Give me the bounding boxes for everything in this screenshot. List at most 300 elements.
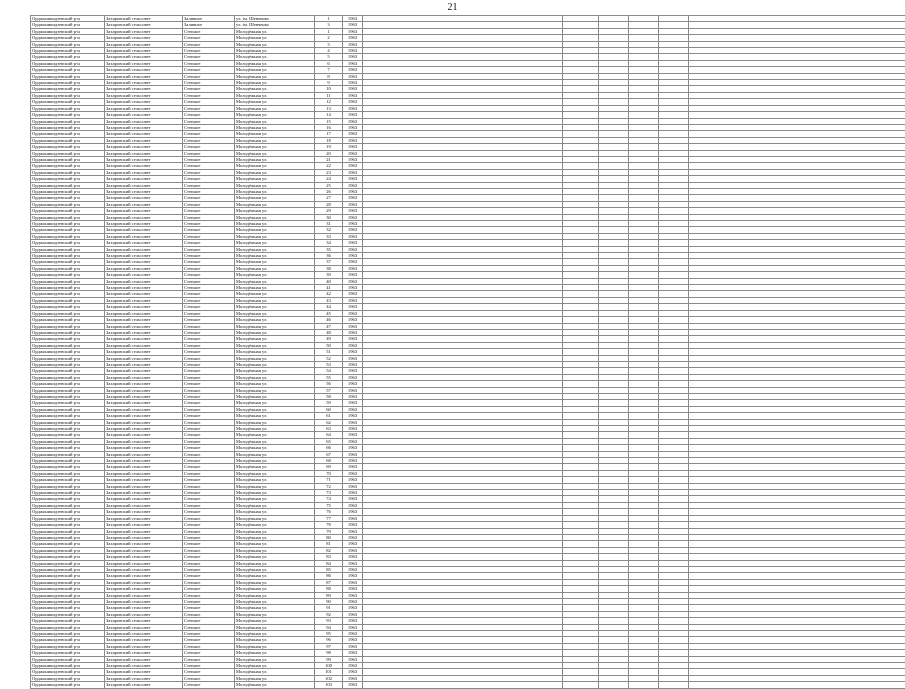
table-cell: Захаровский сельсовет (105, 618, 183, 624)
table-cell: 49 (315, 336, 343, 342)
table-cell: Захаровский сельсовет (105, 99, 183, 105)
table-cell: Орджоникидзевский р-н (31, 534, 105, 540)
table-cell: Захаровский сельсовет (105, 560, 183, 566)
table-cell: 1963 (343, 272, 363, 278)
table-cell: Захаровский сельсовет (105, 201, 183, 207)
table-cell: Орджоникидзевский р-н (31, 554, 105, 560)
table-cell: Степное (183, 48, 235, 54)
table-cell: 32 (315, 227, 343, 233)
table-cell: Орджоникидзевский р-н (31, 291, 105, 297)
table-cell: 68 (315, 458, 343, 464)
table-cell: Степное (183, 253, 235, 259)
table-cell: 71 (315, 477, 343, 483)
table-cell: Молодёжная ул. (235, 663, 315, 669)
table-cell: Молодёжная ул. (235, 528, 315, 534)
table-cell: Орджоникидзевский р-н (31, 150, 105, 156)
table-cell: Молодёжная ул. (235, 92, 315, 98)
table-cell: Молодёжная ул. (235, 438, 315, 444)
table-cell: Степное (183, 150, 235, 156)
table-cell: Захаровский сельсовет (105, 48, 183, 54)
table-cell: 1963 (343, 374, 363, 380)
table-cell: 1963 (343, 451, 363, 457)
table-cell: 16 (315, 124, 343, 130)
table-cell: 1963 (343, 592, 363, 598)
table-cell: 1963 (343, 598, 363, 604)
table-cell: 1963 (343, 246, 363, 252)
table-cell: 96 (315, 637, 343, 643)
table-cell: Степное (183, 426, 235, 432)
table-cell: Захаровский сельсовет (105, 611, 183, 617)
table-cell: Захаровский сельсовет (105, 579, 183, 585)
table-cell: Степное (183, 368, 235, 374)
table-cell: Степное (183, 502, 235, 508)
table-cell: Молодёжная ул. (235, 477, 315, 483)
table-cell: Молодёжная ул. (235, 413, 315, 419)
table-cell: Орджоникидзевский р-н (31, 278, 105, 284)
table-cell: 94 (315, 624, 343, 630)
table-cell: 1963 (343, 650, 363, 656)
table-cell: Молодёжная ул. (235, 144, 315, 150)
table-cell: Молодёжная ул. (235, 381, 315, 387)
table-cell: 1963 (343, 618, 363, 624)
table-cell: Степное (183, 374, 235, 380)
table-cell: Степное (183, 73, 235, 79)
table-cell: 1963 (343, 605, 363, 611)
table-cell: Молодёжная ул. (235, 400, 315, 406)
table-cell: 17 (315, 131, 343, 137)
table-cell: Молодёжная ул. (235, 361, 315, 367)
table-cell: Орджоникидзевский р-н (31, 60, 105, 66)
table-cell: 1963 (343, 28, 363, 34)
table-cell: Орджоникидзевский р-н (31, 528, 105, 534)
table-cell: 1963 (343, 35, 363, 41)
table-cell: 10 (315, 86, 343, 92)
table-cell: Молодёжная ул. (235, 80, 315, 86)
table-cell: Степное (183, 381, 235, 387)
table-cell: 69 (315, 464, 343, 470)
table-cell: 38 (315, 265, 343, 271)
table-cell: Степное (183, 496, 235, 502)
table-cell: Захаровский сельсовет (105, 233, 183, 239)
table-cell: Молодёжная ул. (235, 598, 315, 604)
table-cell: Степное (183, 195, 235, 201)
table-cell: Молодёжная ул. (235, 374, 315, 380)
table-cell: Орджоникидзевский р-н (31, 618, 105, 624)
table-cell: Захаровский сельсовет (105, 355, 183, 361)
table-cell: Орджоникидзевский р-н (31, 304, 105, 310)
table-cell: Захаровский сельсовет (105, 400, 183, 406)
table-cell: 1 (315, 28, 343, 34)
table-cell: 1963 (343, 310, 363, 316)
table-cell: Захаровский сельсовет (105, 144, 183, 150)
table-cell: Орджоникидзевский р-н (31, 201, 105, 207)
table-cell: 39 (315, 272, 343, 278)
table-cell: Орджоникидзевский р-н (31, 118, 105, 124)
table-cell: Степное (183, 118, 235, 124)
table-cell: Орджоникидзевский р-н (31, 48, 105, 54)
table-cell: Молодёжная ул. (235, 124, 315, 130)
table-cell: Орджоникидзевский р-н (31, 458, 105, 464)
table-cell: Молодёжная ул. (235, 592, 315, 598)
table-cell: Степное (183, 618, 235, 624)
table-cell: Степное (183, 598, 235, 604)
table-cell: 1 (315, 16, 343, 22)
table-cell: Степное (183, 329, 235, 335)
table-cell: 1963 (343, 323, 363, 329)
table-cell: Орджоникидзевский р-н (31, 413, 105, 419)
table-cell: Орджоникидзевский р-н (31, 675, 105, 681)
table-cell: 102 (315, 675, 343, 681)
table-cell: 1963 (343, 92, 363, 98)
table-cell: Молодёжная ул. (235, 259, 315, 265)
table-cell: Молодёжная ул. (235, 169, 315, 175)
table-cell: 44 (315, 304, 343, 310)
table-cell: Захаровский сельсовет (105, 381, 183, 387)
table-cell: 1963 (343, 426, 363, 432)
table-cell: Степное (183, 438, 235, 444)
table-cell: Молодёжная ул. (235, 470, 315, 476)
table-cell: 1963 (343, 534, 363, 540)
table-cell: Степное (183, 560, 235, 566)
table-cell: Степное (183, 592, 235, 598)
table-cell: Степное (183, 445, 235, 451)
table-cell: Захаровский сельсовет (105, 509, 183, 515)
table-cell: Захаровский сельсовет (105, 605, 183, 611)
table-cell: 1963 (343, 560, 363, 566)
table-cell: 63 (315, 426, 343, 432)
table-cell: Молодёжная ул. (235, 86, 315, 92)
table-cell: 3 (315, 22, 343, 28)
table-cell: Молодёжная ул. (235, 656, 315, 662)
table-cell: Захаровский сельсовет (105, 137, 183, 143)
table-cell: Степное (183, 156, 235, 162)
table-cell: Захаровский сельсовет (105, 214, 183, 220)
table-cell: Захаровский сельсовет (105, 163, 183, 169)
table-row (31, 682, 905, 688)
table-cell: Молодёжная ул. (235, 54, 315, 60)
table-cell: 1963 (343, 73, 363, 79)
table-cell: Степное (183, 528, 235, 534)
table-cell: Молодёжная ул. (235, 586, 315, 592)
table-cell: 15 (315, 118, 343, 124)
table-cell: 1963 (343, 547, 363, 553)
table-cell: Захаровский сельсовет (105, 650, 183, 656)
table-cell: Захаровский сельсовет (105, 323, 183, 329)
table-cell: Молодёжная ул. (235, 547, 315, 553)
table-cell: Орджоникидзевский р-н (31, 156, 105, 162)
table-cell: Молодёжная ул. (235, 297, 315, 303)
table-cell: Степное (183, 656, 235, 662)
table-cell: Степное (183, 631, 235, 637)
table-cell: Степное (183, 605, 235, 611)
table-cell: Молодёжная ул. (235, 285, 315, 291)
table-cell: Захаровский сельсовет (105, 150, 183, 156)
table-cell: Захаровский сельсовет (105, 297, 183, 303)
table-cell: Захаровский сельсовет (105, 253, 183, 259)
table-cell: 1963 (343, 611, 363, 617)
table-cell: 1963 (343, 637, 363, 643)
table-cell: Захаровский сельсовет (105, 182, 183, 188)
table-cell: 61 (315, 413, 343, 419)
table-cell: 45 (315, 310, 343, 316)
table-cell: Захаровский сельсовет (105, 406, 183, 412)
table-cell: Захаровский сельсовет (105, 675, 183, 681)
table-cell: 1963 (343, 291, 363, 297)
table-cell: Захаровский сельсовет (105, 554, 183, 560)
table-cell: Орджоникидзевский р-н (31, 272, 105, 278)
table-cell: 2 (315, 35, 343, 41)
table-cell: Молодёжная ул. (235, 137, 315, 143)
table-cell: Захаровский сельсовет (105, 566, 183, 572)
table-cell: 1963 (343, 342, 363, 348)
table-cell: Орджоникидзевский р-н (31, 176, 105, 182)
table-cell: 1963 (343, 329, 363, 335)
table-cell: Орджоникидзевский р-н (31, 323, 105, 329)
table-cell: 31 (315, 221, 343, 227)
table-cell: 13 (315, 105, 343, 111)
table-cell: 1963 (343, 112, 363, 118)
table-cell: 1963 (343, 285, 363, 291)
table-cell: Орджоникидзевский р-н (31, 349, 105, 355)
table-cell: Степное (183, 624, 235, 630)
table-cell: 55 (315, 374, 343, 380)
table-cell: Степное (183, 214, 235, 220)
table-cell: 75 (315, 502, 343, 508)
table-cell: Молодёжная ул. (235, 631, 315, 637)
table-cell: Орджоникидзевский р-н (31, 310, 105, 316)
table-cell: Степное (183, 28, 235, 34)
table-cell: Орджоникидзевский р-н (31, 393, 105, 399)
table-cell: 78 (315, 522, 343, 528)
table-cell: Степное (183, 663, 235, 669)
table-cell: 1963 (343, 496, 363, 502)
table-cell: Степное (183, 483, 235, 489)
table-cell: 33 (315, 233, 343, 239)
table-cell: Орджоникидзевский р-н (31, 496, 105, 502)
table-cell: Степное (183, 92, 235, 98)
table-cell: 53 (315, 361, 343, 367)
table-cell: Орджоникидзевский р-н (31, 560, 105, 566)
table-cell: Молодёжная ул. (235, 214, 315, 220)
table-cell: 1963 (343, 297, 363, 303)
table-cell: 66 (315, 445, 343, 451)
table-cell: 1963 (343, 131, 363, 137)
table-cell: 93 (315, 618, 343, 624)
table-cell: 1963 (343, 579, 363, 585)
table-cell: Молодёжная ул. (235, 560, 315, 566)
table-cell: Молодёжная ул. (235, 240, 315, 246)
table-cell: Молодёжная ул. (235, 60, 315, 66)
table-cell: Захаровский сельсовет (105, 86, 183, 92)
table-cell: 43 (315, 297, 343, 303)
table-cell: Орджоникидзевский р-н (31, 509, 105, 515)
table-cell: Орджоникидзевский р-н (31, 54, 105, 60)
table-cell: 1963 (343, 188, 363, 194)
table-cell: Молодёжная ул. (235, 291, 315, 297)
table-cell: 1963 (343, 317, 363, 323)
table-cell: 101 (315, 669, 343, 675)
table-cell: Степное (183, 470, 235, 476)
table-cell: Орджоникидзевский р-н (31, 445, 105, 451)
table-cell: Молодёжная ул. (235, 496, 315, 502)
table-cell: Степное (183, 611, 235, 617)
table-cell: Степное (183, 144, 235, 150)
table-cell: Захаровский сельсовет (105, 413, 183, 419)
table-cell: Захаровский сельсовет (105, 291, 183, 297)
table-cell (599, 682, 629, 688)
table-cell: Захаровский сельсовет (105, 176, 183, 182)
table-cell: 74 (315, 496, 343, 502)
table-cell: Захаровский сельсовет (105, 329, 183, 335)
table-cell: Орджоникидзевский р-н (31, 221, 105, 227)
table-cell: 1963 (343, 566, 363, 572)
table-cell: Степное (183, 131, 235, 137)
table-cell: Захаровский сельсовет (105, 374, 183, 380)
table-cell: 14 (315, 112, 343, 118)
table-cell: Захаровский сельсовет (105, 41, 183, 47)
table-cell: Орджоникидзевский р-н (31, 406, 105, 412)
table-cell: 81 (315, 541, 343, 547)
table-cell: Молодёжная ул. (235, 605, 315, 611)
table-cell: 23 (315, 169, 343, 175)
table-cell: Молодёжная ул. (235, 432, 315, 438)
table-cell: Захаровский сельсовет (105, 342, 183, 348)
table-cell: Степное (183, 221, 235, 227)
table-cell: Молодёжная ул. (235, 355, 315, 361)
table-cell: Орджоникидзевский р-н (31, 669, 105, 675)
table-cell: Молодёжная ул. (235, 464, 315, 470)
table-cell: 4 (315, 48, 343, 54)
table-cell: 1963 (343, 259, 363, 265)
table-cell: Молодёжная ул. (235, 534, 315, 540)
table-cell: Степное (183, 297, 235, 303)
table-cell: Молодёжная ул. (235, 131, 315, 137)
table-cell: 1963 (343, 99, 363, 105)
table-cell: Молодёжная ул. (235, 272, 315, 278)
table-cell: Молодёжная ул. (235, 419, 315, 425)
table-cell: Орджоникидзевский р-н (31, 650, 105, 656)
table-cell: Орджоникидзевский р-н (31, 605, 105, 611)
table-cell: 1963 (343, 304, 363, 310)
table-cell: Молодёжная ул. (235, 48, 315, 54)
table-cell: Орджоникидзевский р-н (31, 253, 105, 259)
table-cell: 20 (315, 150, 343, 156)
table-cell: 91 (315, 605, 343, 611)
table-cell: 1963 (343, 509, 363, 515)
table-cell: Захаровский сельсовет (105, 22, 183, 28)
table-cell: Орджоникидзевский р-н (31, 99, 105, 105)
table-cell: 1963 (343, 406, 363, 412)
table-cell: 26 (315, 188, 343, 194)
table-cell: Орджоникидзевский р-н (31, 233, 105, 239)
table-cell: Орджоникидзевский р-н (31, 515, 105, 521)
table-cell: 1963 (343, 528, 363, 534)
table-cell: Захаровский сельсовет (105, 60, 183, 66)
register-table-body (31, 16, 905, 689)
table-cell: Молодёжная ул. (235, 105, 315, 111)
table-cell: Степное (183, 406, 235, 412)
table-cell: Степное (183, 137, 235, 143)
table-cell: Молодёжная ул. (235, 99, 315, 105)
table-cell: Орджоникидзевский р-н (31, 579, 105, 585)
table-cell: 100 (315, 663, 343, 669)
table-cell: 1963 (343, 387, 363, 393)
table-cell: 1963 (343, 656, 363, 662)
table-cell: 18 (315, 137, 343, 143)
table-cell: 1963 (343, 464, 363, 470)
table-cell: 9 (315, 80, 343, 86)
table-cell: Степное (183, 336, 235, 342)
table-cell: 85 (315, 566, 343, 572)
table-cell: Степное (183, 188, 235, 194)
table-cell: Захаровский сельсовет (105, 663, 183, 669)
table-cell: Захаровский сельсовет (105, 285, 183, 291)
table-cell: 1963 (343, 60, 363, 66)
table-cell: 88 (315, 586, 343, 592)
table-cell: Орджоникидзевский р-н (31, 163, 105, 169)
table-cell: Орджоникидзевский р-н (31, 73, 105, 79)
table-cell: Орджоникидзевский р-н (31, 227, 105, 233)
table-cell: Захаровский сельсовет (105, 598, 183, 604)
table-cell: Орджоникидзевский р-н (31, 86, 105, 92)
table-cell: Молодёжная ул. (235, 682, 315, 688)
table-cell: 47 (315, 323, 343, 329)
table-cell: Орджоникидзевский р-н (31, 374, 105, 380)
table-cell: 1963 (343, 470, 363, 476)
table-cell: Степное (183, 586, 235, 592)
register-table-wrap (30, 15, 888, 689)
table-cell: Захаровский сельсовет (105, 208, 183, 214)
table-cell: 1963 (343, 355, 363, 361)
table-cell: 1963 (343, 124, 363, 130)
table-cell: Захаровский сельсовет (105, 490, 183, 496)
table-cell: Захаровский сельсовет (105, 112, 183, 118)
table-cell: Захаровский сельсовет (105, 156, 183, 162)
table-cell: Степное (183, 361, 235, 367)
table-cell: Молодёжная ул. (235, 28, 315, 34)
table-cell: Орджоникидзевский р-н (31, 381, 105, 387)
table-cell: Степное (183, 86, 235, 92)
table-cell: Степное (183, 60, 235, 66)
table-cell: Захаровский сельсовет (105, 278, 183, 284)
table-cell: Молодёжная ул. (235, 278, 315, 284)
table-cell: Молодёжная ул. (235, 618, 315, 624)
table-cell: Орджоникидзевский р-н (31, 643, 105, 649)
table-cell: 1963 (343, 182, 363, 188)
table-cell: Степное (183, 541, 235, 547)
table-cell: Орджоникидзевский р-н (31, 131, 105, 137)
table-cell: Степное (183, 355, 235, 361)
table-cell: Орджоникидзевский р-н (31, 490, 105, 496)
table-cell: Степное (183, 278, 235, 284)
table-cell: Молодёжная ул. (235, 406, 315, 412)
table-cell: 1963 (343, 413, 363, 419)
table-cell: Степное (183, 413, 235, 419)
table-cell: Степное (183, 432, 235, 438)
table-cell: 1963 (343, 349, 363, 355)
table-cell: Молодёжная ул. (235, 265, 315, 271)
table-cell: Молодёжная ул. (235, 387, 315, 393)
table-cell: Молодёжная ул. (235, 342, 315, 348)
table-cell: 56 (315, 381, 343, 387)
table-cell: Степное (183, 317, 235, 323)
table-cell: Захаровский сельсовет (105, 656, 183, 662)
table-cell: Захаровский сельсовет (105, 438, 183, 444)
table-cell: Захаровский сельсовет (105, 528, 183, 534)
table-cell: Молодёжная ул. (235, 490, 315, 496)
table-cell: Захаровский сельсовет (105, 631, 183, 637)
table-cell: Захаровский сельсовет (105, 265, 183, 271)
